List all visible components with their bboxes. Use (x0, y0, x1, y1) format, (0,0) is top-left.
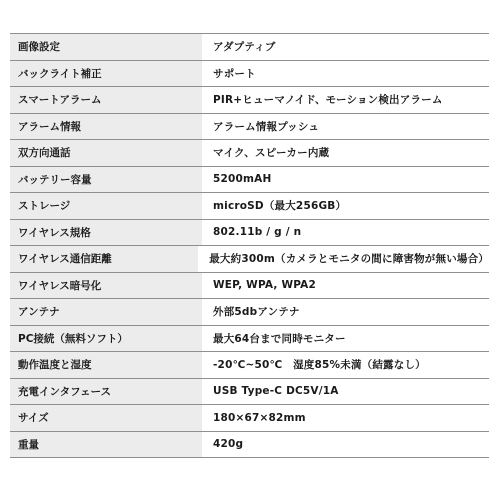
spec-row-wireless-range (10, 246, 489, 273)
spec-label: 重量 (10, 432, 202, 458)
spec-row-image-setting (10, 34, 489, 61)
spec-value: 180×67×82mm (202, 405, 489, 431)
spec-value: microSD（最大256GB） (202, 193, 489, 219)
spec-table (10, 33, 489, 458)
spec-row-two-way-audio (10, 140, 489, 167)
spec-value: 最大約300m（カメラとモニタの間に障害物が無い場合） (198, 246, 489, 272)
spec-row-alarm-info (10, 114, 489, 141)
spec-label: アンテナ (10, 299, 202, 325)
spec-label: ストレージ (10, 193, 202, 219)
spec-label: 双方向通話 (10, 140, 202, 166)
spec-value: USB Type-C DC5V/1A (202, 379, 489, 405)
spec-value: WEP, WPA, WPA2 (202, 273, 489, 299)
spec-label: PC接続（無料ソフト） (10, 326, 202, 352)
spec-row-backlight (10, 61, 489, 88)
spec-label: 動作温度と湿度 (10, 352, 202, 378)
spec-row-size (10, 405, 489, 432)
spec-row-wireless-encryption (10, 273, 489, 300)
spec-label: ワイヤレス通信距離 (10, 246, 198, 272)
spec-row-antenna (10, 299, 489, 326)
spec-value: 802.11b / g / n (202, 220, 489, 246)
spec-value: -20℃~50℃ 湿度85%未満（結露なし） (202, 352, 489, 378)
spec-label: 充電インタフェース (10, 379, 202, 405)
spec-row-charging-interface (10, 379, 489, 406)
spec-value: PIR+ヒューマノイド、モーション検出アラーム (202, 87, 489, 113)
spec-row-pc-connection (10, 326, 489, 353)
spec-value: サポート (202, 61, 489, 87)
spec-label: バッテリー容量 (10, 167, 202, 193)
spec-value: 外部5dbアンテナ (202, 299, 489, 325)
spec-label: スマートアラーム (10, 87, 202, 113)
spec-row-wireless-standard (10, 220, 489, 247)
spec-value: アダプティブ (202, 34, 489, 60)
spec-row-storage (10, 193, 489, 220)
spec-value: 420g (202, 432, 489, 458)
spec-value: マイク、スピーカー内蔵 (202, 140, 489, 166)
spec-row-weight (10, 432, 489, 459)
spec-label: 画像設定 (10, 34, 202, 60)
spec-value: 最大64台まで同時モニター (202, 326, 489, 352)
spec-label: ワイヤレス暗号化 (10, 273, 202, 299)
spec-value: 5200mAH (202, 167, 489, 193)
spec-label: ワイヤレス規格 (10, 220, 202, 246)
spec-label: サイズ (10, 405, 202, 431)
spec-label: バックライト補正 (10, 61, 202, 87)
spec-label: アラーム情報 (10, 114, 202, 140)
spec-row-battery (10, 167, 489, 194)
spec-row-operating-conditions (10, 352, 489, 379)
spec-row-smart-alarm (10, 87, 489, 114)
spec-value: アラーム情報プッシュ (202, 114, 489, 140)
